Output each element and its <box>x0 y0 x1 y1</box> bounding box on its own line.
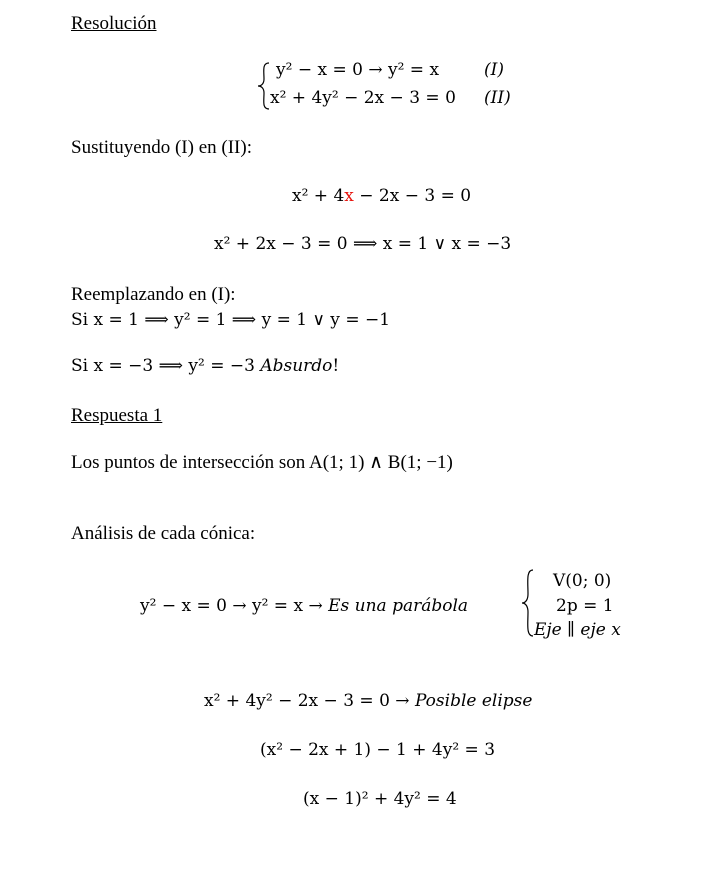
substitution-equation <box>292 184 471 208</box>
ellipse-eq2: (x² − 2x + 1) − 1 + 4y² = 3 <box>260 740 496 760</box>
parabola-axis: Eje ∥ eje x <box>534 620 621 640</box>
system-eq2-tag: (II) <box>484 88 511 108</box>
answer-text: Los puntos de intersección son A(1; 1) ∧ B(1; −1) <box>71 452 453 473</box>
ellipse-eq1-pre: x² + 4y² − 2x − 3 = 0 → <box>204 691 415 711</box>
substitution-eq-pre: x² + 4 <box>292 186 345 206</box>
heading-respuesta: Respuesta 1 <box>71 405 163 426</box>
substitution-eq-post: − 2x − 3 = 0 <box>353 186 472 206</box>
case2-word: Absurdo <box>260 356 333 376</box>
substitution-eq-red-x: x <box>344 186 354 206</box>
ellipse-eq1 <box>204 689 532 713</box>
system-eq1: y² − x = 0 → y² = x <box>276 60 440 80</box>
parabola-eq: y² − x = 0 → y² = x → <box>140 596 329 616</box>
parabola-equation <box>140 594 468 618</box>
system-eq1-tag: (I) <box>484 60 504 80</box>
simplified-equation: x² + 2x − 3 = 0 ⟹ x = 1 ∨ x = −3 <box>214 234 512 254</box>
parabola-vertex: V(0; 0) <box>553 571 612 591</box>
equation-system <box>256 58 536 114</box>
parabola-2p: 2p = 1 <box>556 596 614 616</box>
system-eq2: x² + 4y² − 2x − 3 = 0 <box>270 88 456 108</box>
ellipse-eq1-phrase: Posible elipse <box>414 691 533 711</box>
case2-post: ! <box>332 356 340 376</box>
replacement-case2 <box>71 354 339 378</box>
replacement-label: Reemplazando en (I): <box>71 284 236 305</box>
case2-pre: Si x = −3 ⟹ y² = −3 <box>71 356 261 376</box>
replacement-case1: Si x = 1 ⟹ y² = 1 ⟹ y = 1 ∨ y = −1 <box>71 310 391 330</box>
heading-resolucion: Resolución <box>71 13 157 34</box>
ellipse-eq3: (x − 1)² + 4y² = 4 <box>303 789 457 809</box>
analysis-label: Análisis de cada cónica: <box>71 523 256 544</box>
substitution-label: Sustituyendo (I) en (II): <box>71 137 252 158</box>
parabola-phrase: Es una parábola <box>328 596 469 616</box>
